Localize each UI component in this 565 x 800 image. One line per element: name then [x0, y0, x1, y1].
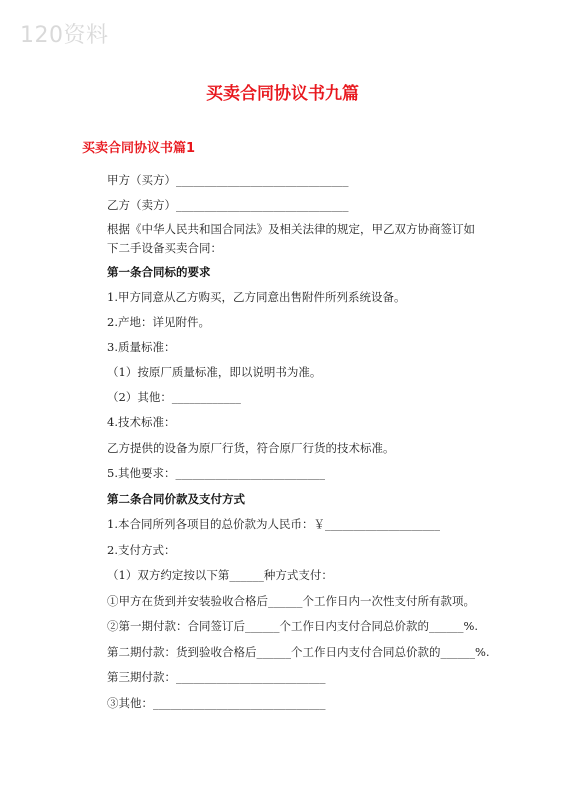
clause-1-5: 5.其他要求：__________________________ — [107, 466, 325, 480]
clause-2-1: 1.本合同所列各项目的总价款为人民币：￥____________________ — [107, 517, 440, 531]
document-title: 买卖合同协议书九篇 — [206, 84, 359, 104]
clause-1-4-text: 乙方提供的设备为原厂行货，符合原厂行货的技术标准。 — [107, 441, 395, 455]
payment-option-1: ①甲方在货到并安装验收合格后______个工作日内一次性支付所有款项。 — [107, 594, 475, 608]
clause-1-2: 2.产地：详见附件。 — [107, 315, 210, 329]
clause-1-4: 4.技术标准： — [107, 415, 176, 429]
party-b-line: 乙方（卖方）______________________________ — [107, 198, 349, 212]
clause-1-3-1: （1）按原厂质量标准，即以说明书为准。 — [107, 365, 322, 379]
payment-option-2-phase-1: ②第一期付款：合同签订后______个工作日内支付合同总价款的______%. — [107, 619, 479, 633]
clause-2-2-1: （1）双方约定按以下第______种方式支付： — [107, 568, 333, 582]
payment-option-2-phase-3: 第三期付款：__________________________ — [107, 670, 326, 684]
article-1-heading: 第一条合同标的要求 — [107, 265, 211, 279]
article-2-heading: 第二条合同价款及支付方式 — [107, 492, 245, 506]
watermark-logo: 120资料 — [20, 23, 109, 48]
payment-option-3: ③其他：______________________________ — [107, 696, 326, 710]
intro-paragraph: 根据《中华人民共和国合同法》及相关法律的规定，甲乙双方协商签订如下二手设备买卖合同： — [107, 222, 475, 255]
clause-2-2: 2.支付方式： — [107, 543, 176, 557]
clause-1-1: 1.甲方同意从乙方购买，乙方同意出售附件所列系统设备。 — [107, 290, 406, 304]
payment-option-2-phase-2: 第二期付款：货到验收合格后______个工作日内支付合同总价款的______%. — [107, 645, 490, 659]
clause-1-3: 3.质量标准： — [107, 340, 176, 354]
section-title: 买卖合同协议书篇1 — [82, 141, 196, 156]
clause-1-3-2: （2）其他：____________ — [107, 390, 241, 404]
party-a-line: 甲方（买方）______________________________ — [107, 173, 349, 187]
